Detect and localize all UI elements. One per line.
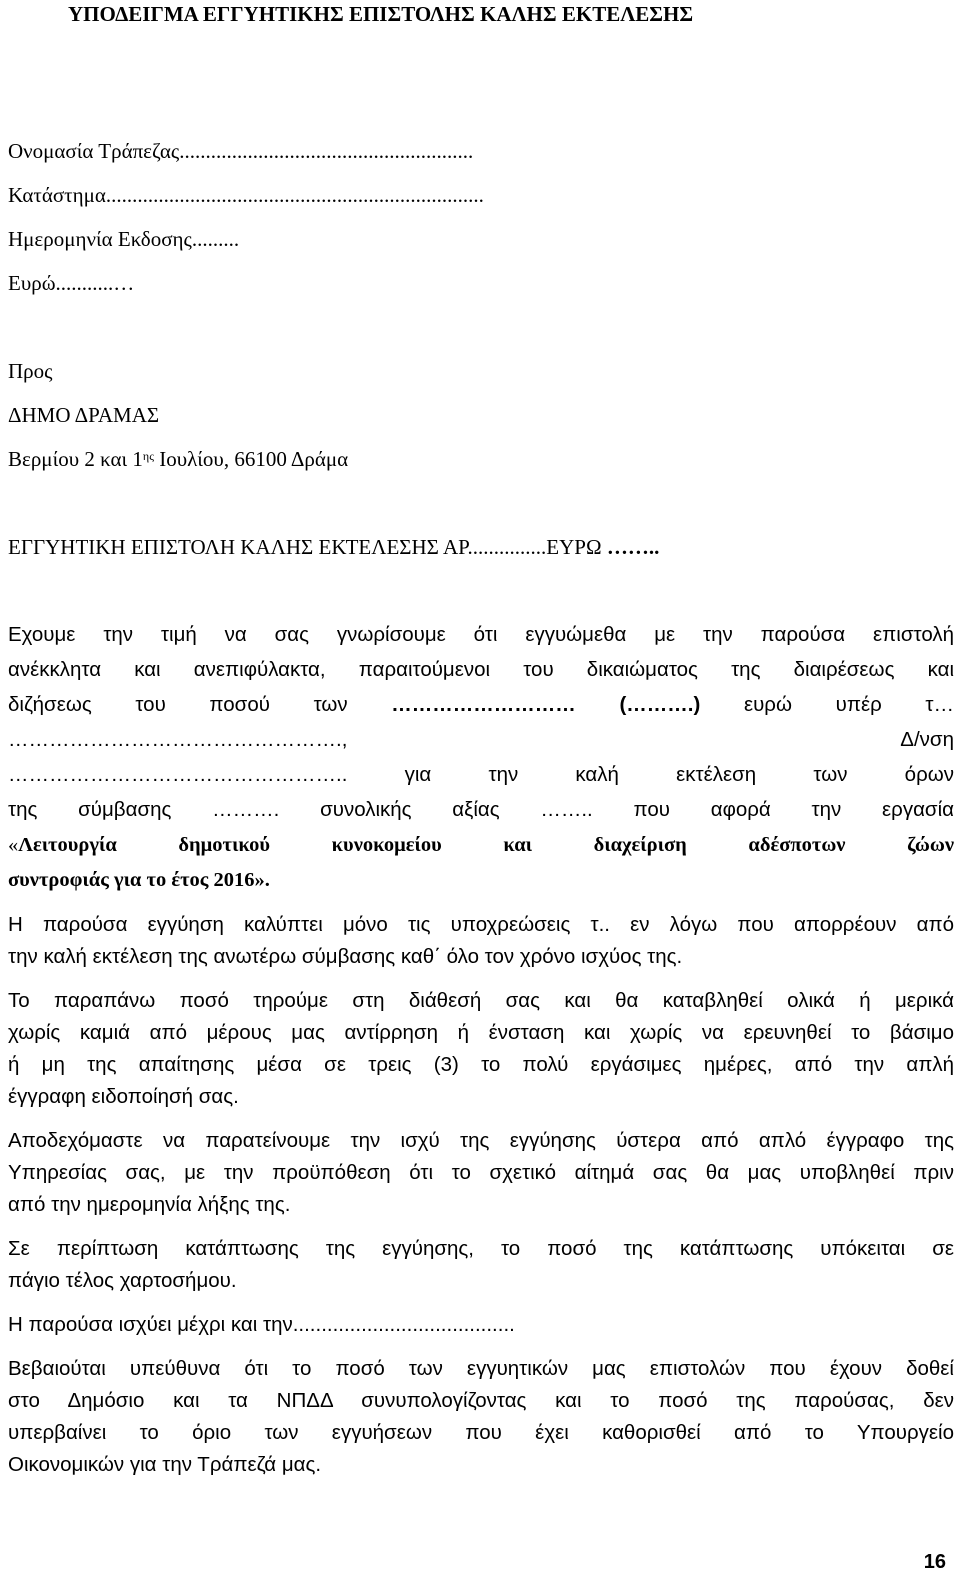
p1-line5 [8,762,954,788]
document-title: ΥΠΟΔΕΙΓΜΑ ΕΓΓΥΗΤΙΚΗΣ ΕΠΙΣΤΟΛΗΣ ΚΑΛΗΣ ΕΚΤΕΛΕΣΗΣ [68,2,694,26]
recipient-name: ΔΗΜΟ ΔΡΑΜΑΣ [8,403,160,427]
p1-line7-bold: Λειτουργία δημοτικού κυνοκομείου και διαχείριση αδέσποτων ζώων [18,834,954,856]
p6-line3: υπερβαίνει το όριο των εγγυήσεων που έχει καθορισθεί από το Υπουργείο [8,1421,954,1444]
page-number: 16 [923,1551,946,1573]
p1-line5-dots: ………………………………………….. [8,763,348,786]
p6-line1: Βεβαιούται υπεύθυνα ότι το ποσό των εγγυητικών μας επιστολών που έχουν δοθεί [8,1357,954,1380]
address-part2: Ιουλίου, 66100 Δράμα [153,447,349,471]
p5-line1: Σε περίπτωση κατάπτωσης της εγγύησης, το ποσό της κατάπτωσης υπόκειται σε [8,1237,954,1260]
p1-line3-end: ευρώ υπέρ τ… [700,693,955,716]
branch-field: Κατάστημα........................................................................ [8,183,484,207]
p1-line6: της σύμβασης ………. συνολικής αξίας …….. που αφορά την εργασία [8,798,954,821]
guarantee-heading-dots: …….. [606,535,660,559]
validity-line: Η παρούσα ισχύει μέχρι και την....................................... [8,1313,515,1336]
p2-line1: Η παρούσα εγγύηση καλύπτει μόνο τις υποχρεώσεις τ.. εν λόγω που απορρέουν από [8,913,954,936]
guarantee-heading-text: ΕΓΓΥΗΤΙΚΗ ΕΠΙΣΤΟΛΗ ΚΑΛΗΣ ΕΚΤΕΛΕΣΗΣ ΑΡ...............ΕΥΡΩ [8,535,607,559]
p1-line4-end: Δ/νση [900,728,954,751]
p6-line2: στο Δημόσιο και τα ΝΠΔΔ συνυπολογίζοντας και το ποσό της παρούσας, δεν [8,1389,954,1412]
p1-line1: Εχουμε την τιμή να σας γνωρίσουμε ότι εγγυώμεθα με την παρούσα επιστολή [8,623,954,646]
address-part1: Βερμίου 2 και 1 [8,447,143,471]
euro-field: Ευρώ...........… [8,271,135,295]
p4-line1: Αποδεχόμαστε να παρατείνουμε την ισχύ της εγγύησης ύστερα από απλό έγγραφο της [8,1129,954,1152]
p3-line4: έγγραφη ειδοποίησή σας. [8,1085,239,1108]
p1-line4 [8,727,954,753]
p4-line3: από την ημερομηνία λήξης της. [8,1193,291,1216]
p1-line2: ανέκκλητα και ανεπιφύλακτα, παραιτούμενοι του δικαιώματος της διαιρέσεως και [8,658,954,681]
p1-line8 [8,867,954,893]
p1-line3-text: διζήσεως του ποσού των [8,693,392,716]
p3-line3: ή μη της απαίτησης μέσα σε τρεις (3) το πολύ εργάσιμες ημέρες, από την απλή [8,1053,954,1076]
p5-line2: πάγιο τέλος χαρτοσήμου. [8,1269,237,1292]
p1-line8-bold: συντροφιάς για το έτος 2016». [8,869,270,891]
bank-name-field: Ονομασία Τράπεζας........................................................ [8,139,474,163]
p1-line7 [8,832,954,858]
recipient-address [8,446,348,472]
p1-line4-dots: …………………………………………., [8,728,348,751]
issue-date-field: Ημερομηνία Εκδοσης......... [8,227,240,251]
guarantee-heading [8,534,659,560]
p1-line7-quote: « [8,834,19,856]
p1-line3 [8,692,954,718]
recipient-to: Προς [8,359,53,383]
p2-line2: την καλή εκτέλεση της ανωτέρω σύμβασης καθ΄ όλο τον χρόνο ισχύος της. [8,945,683,968]
p3-line2: χωρίς καμιά από μέρους μας αντίρρηση ή ένσταση και χωρίς να ερευνηθεί το βάσιμο [8,1021,954,1044]
address-superscript: ης [142,449,154,463]
p4-line2: Υπηρεσίας σας, με την προϋπόθεση ότι το σχετικό αίτημά σας θα μας υποβληθεί πριν [8,1161,954,1184]
p6-line4: Οικονομικών για την Τράπεζά μας. [8,1453,322,1476]
p3-line1: Το παραπάνω ποσό τηρούμε στη διάθεσή σας και θα καταβληθεί ολικά ή μερικά [8,989,954,1012]
p1-line3-amount: ……………………… (……….) [391,693,701,716]
p1-line5-end: για την καλή εκτέλεση των όρων [347,763,954,786]
